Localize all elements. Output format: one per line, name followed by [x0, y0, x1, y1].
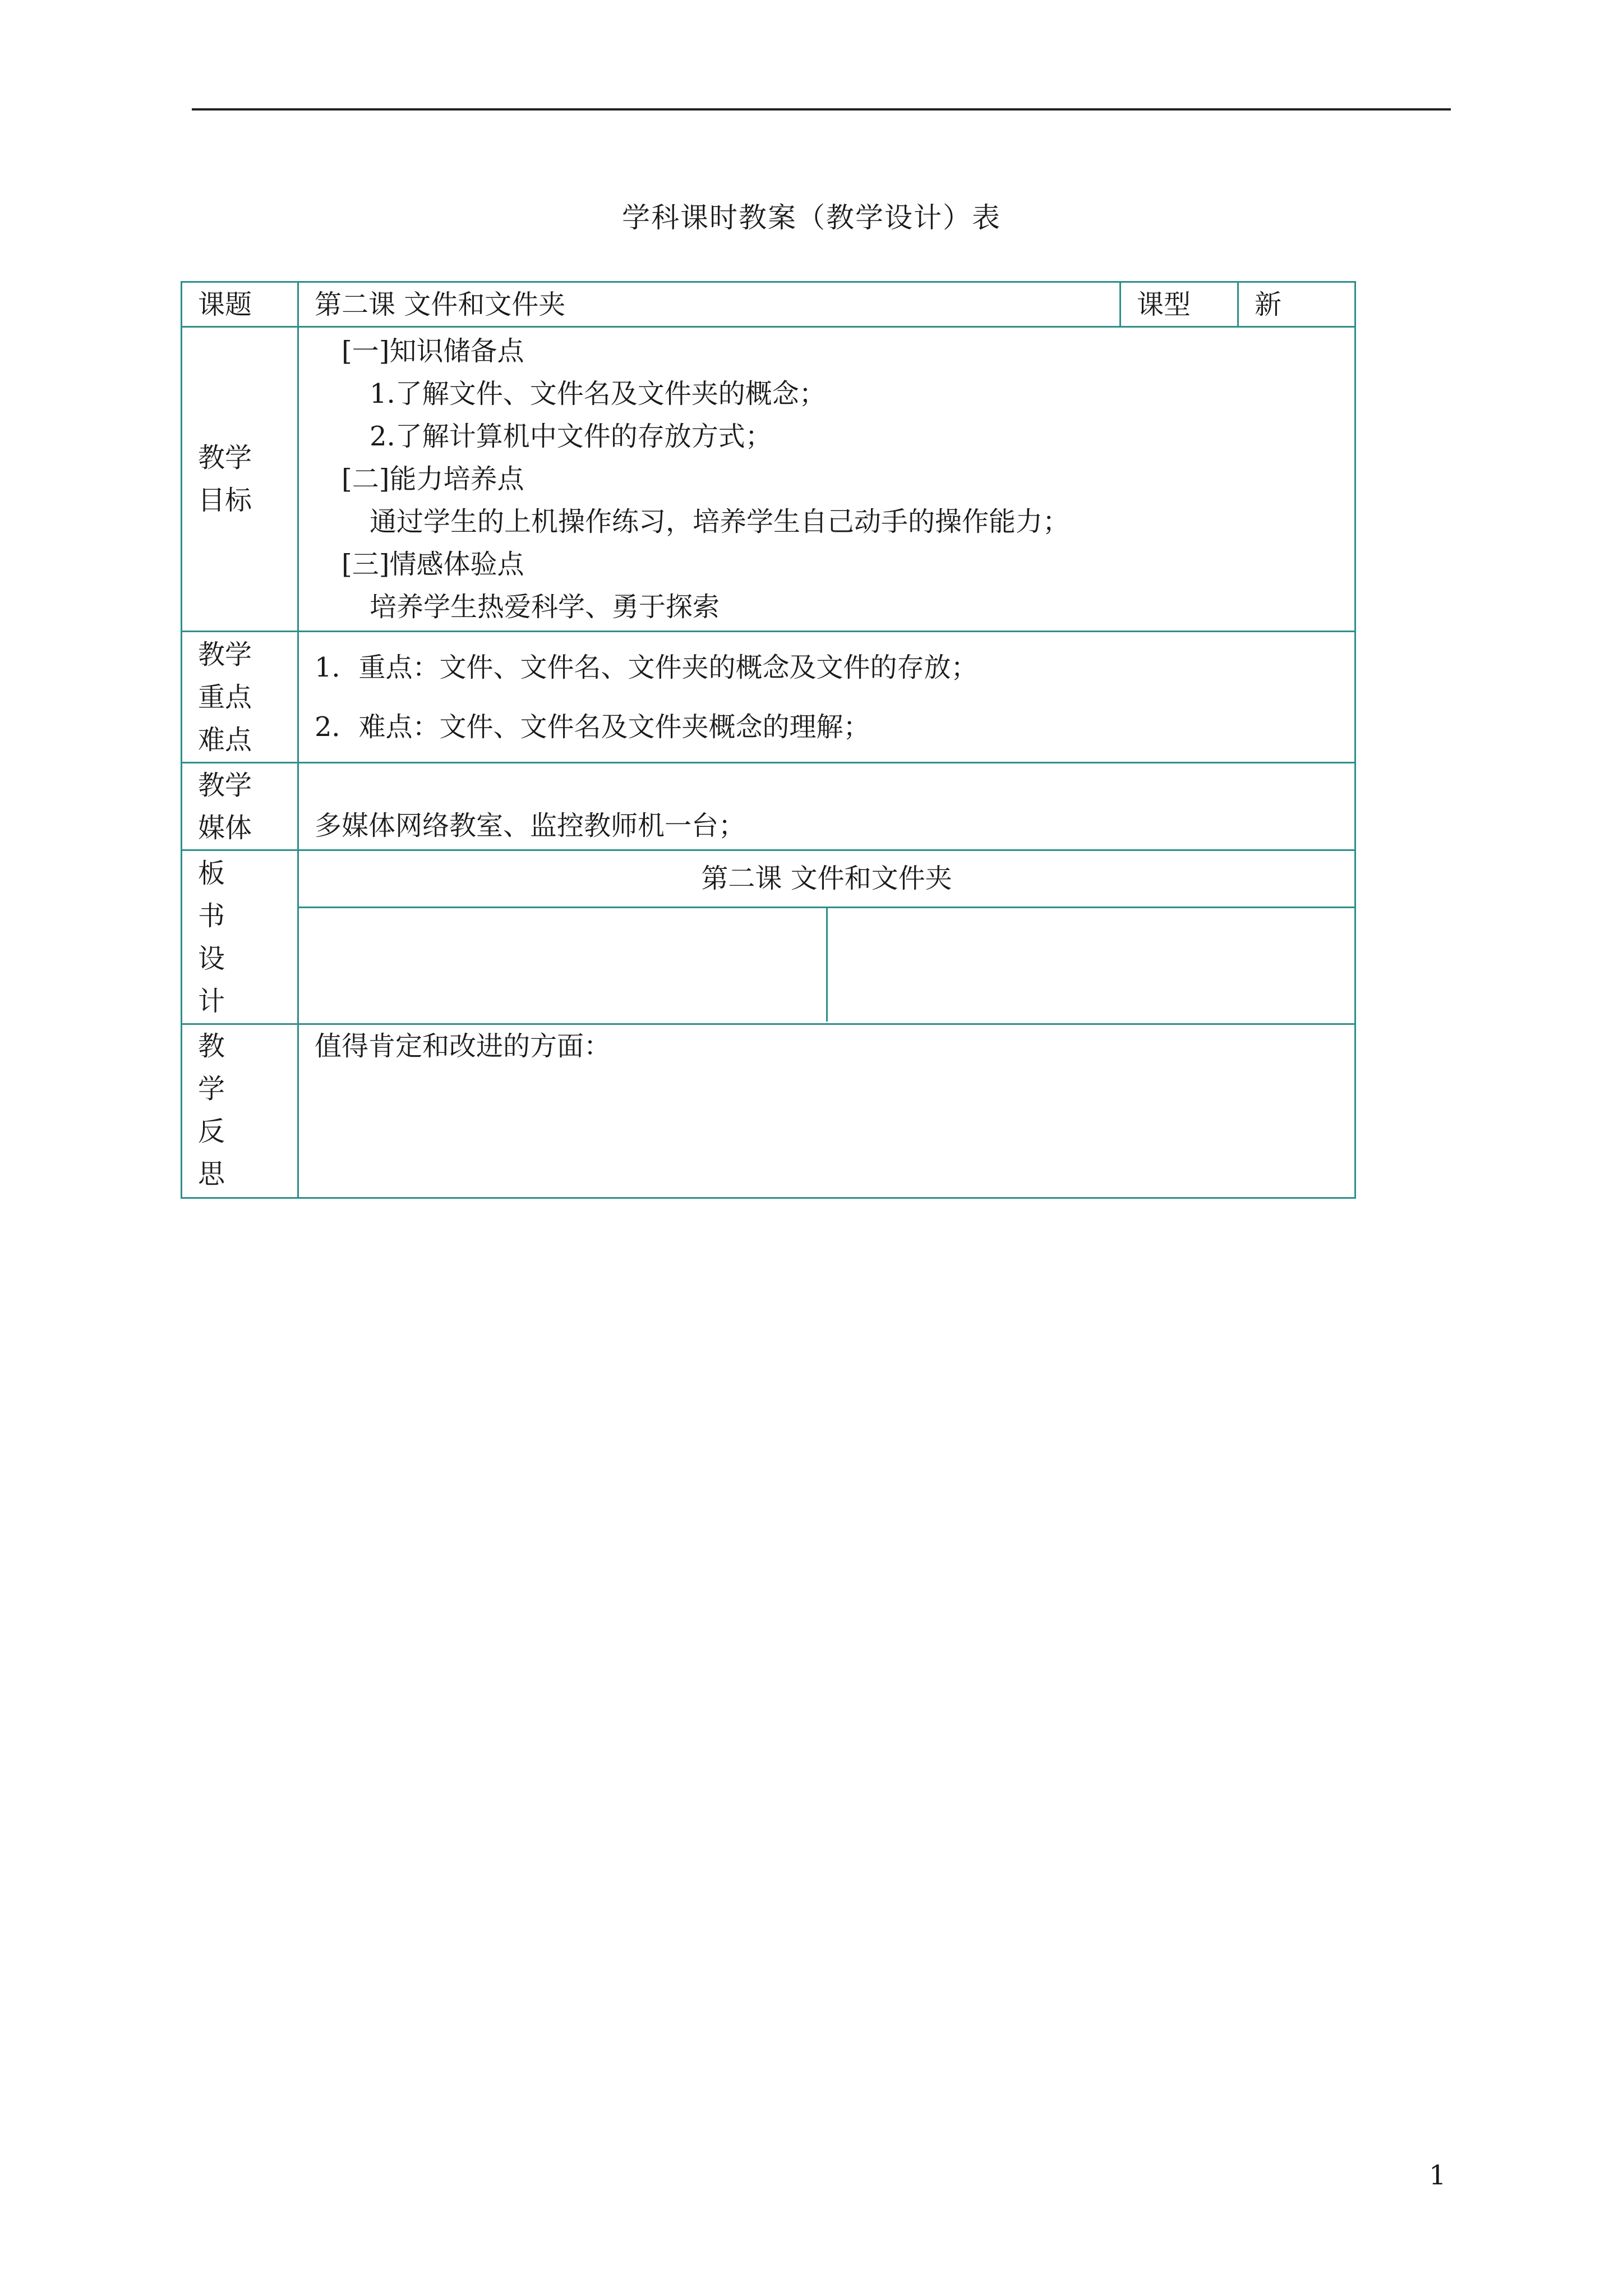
objectives-label: 教学 目标	[182, 327, 298, 632]
reflection-value: 值得肯定和改进的方面：	[298, 1024, 1355, 1198]
lesson-type-label: 课型	[1121, 282, 1238, 327]
board-design-grid	[299, 851, 1354, 1022]
lesson-plan-table	[181, 281, 1356, 1199]
objectives-content	[298, 327, 1355, 632]
keypoint-item: 1．重点：文件、文件名、文件夹的概念及文件的存放；	[315, 651, 978, 683]
media-label: 教学 媒体	[182, 763, 298, 850]
board-title: 第二课 文件和文件夹	[299, 851, 1354, 907]
objective-line: 通过学生的上机操作练习，培养学生自己动手的操作能力；	[370, 506, 1070, 537]
objective-line: 1.了解文件、文件名及文件夹的概念；	[370, 378, 826, 409]
reflection-row	[182, 1024, 1355, 1198]
board-design-row	[182, 850, 1355, 1024]
keypoints-row	[182, 632, 1355, 763]
media-row	[182, 763, 1355, 850]
objective-line: [二]能力培养点	[342, 463, 524, 495]
keypoints-label: 教学 重点 难点	[182, 632, 298, 763]
media-value: 多媒体网络教室、监控教师机一台；	[298, 763, 1355, 850]
header-rule	[192, 108, 1451, 111]
objectives-row	[182, 327, 1355, 632]
document-title: 学科课时教案（教学设计）表	[622, 201, 1001, 234]
board-design-label: 板 书 设 计	[182, 850, 298, 1024]
lesson-type-value: 新	[1238, 282, 1355, 327]
objective-line: [三]情感体验点	[342, 549, 524, 580]
reflection-label: 教 学 反 思	[182, 1024, 298, 1198]
topic-label: 课题	[182, 282, 298, 327]
topic-row	[182, 282, 1355, 327]
keypoint-item: 2．难点：文件、文件名及文件夹概念的理解；	[315, 711, 870, 743]
keypoints-content	[298, 632, 1355, 763]
objective-line: [一]知识储备点	[342, 335, 524, 367]
page-number: 1	[1429, 2160, 1446, 2191]
objective-line: 2.了解计算机中文件的存放方式；	[370, 421, 772, 452]
objective-line: 培养学生热爱科学、勇于探索	[370, 591, 720, 623]
topic-value: 第二课 文件和文件夹	[298, 282, 1121, 327]
board-right-panel	[827, 907, 1354, 1022]
board-left-panel	[299, 907, 827, 1022]
board-design-content	[298, 850, 1355, 1024]
